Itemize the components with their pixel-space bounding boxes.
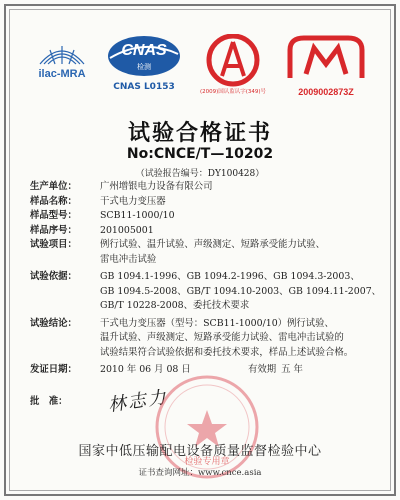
field-model bbox=[30, 209, 375, 224]
field-label: 试验结论： bbox=[30, 317, 77, 329]
field-conclusion bbox=[30, 317, 375, 361]
field-producer bbox=[30, 180, 375, 195]
certificate-number: No:CNCE/T—10202 bbox=[126, 146, 274, 162]
cnas-code: CNAS L0153 bbox=[113, 82, 175, 92]
cma-code: 2009002873Z bbox=[298, 87, 354, 97]
certificate-title: 试验合格证书 bbox=[127, 120, 272, 146]
field-label: 生产单位： bbox=[30, 181, 77, 192]
seal-text: 检验专用章 bbox=[184, 457, 230, 467]
field-label: 批 准： bbox=[30, 396, 68, 408]
field-value: SCB11-1000/10 bbox=[100, 210, 175, 221]
signature: 林志力 bbox=[106, 387, 170, 417]
field-line: GB 1094.5-2008、GB/T 1094.10-2003、GB 1094.11-2007、 bbox=[100, 285, 382, 297]
cnas-text: CNAS bbox=[121, 42, 167, 59]
field-line: 雷电冲击试验 bbox=[100, 253, 157, 265]
ilac-mra-logo bbox=[28, 34, 96, 100]
field-line: 温升试验、声级测定、短路承受能力试验、雷电冲击试验的 bbox=[100, 332, 344, 343]
cma-logo bbox=[284, 34, 368, 100]
field-label: 样品名称： bbox=[30, 195, 77, 207]
field-value bbox=[100, 238, 375, 267]
validity-value: 五 年 bbox=[281, 364, 303, 375]
field-line: 试验结果符合试验依据和委托技术要求，样品上述试验合格。 bbox=[100, 346, 354, 358]
field-value: 广州增银电力设备有限公司 bbox=[100, 181, 213, 192]
field-label: 试验依据： bbox=[30, 271, 77, 282]
cal-logo bbox=[198, 34, 268, 100]
field-label: 试验项目： bbox=[30, 239, 77, 250]
field-label: 发证日期： bbox=[30, 364, 77, 375]
field-value bbox=[100, 317, 375, 361]
cnas-logo bbox=[104, 34, 184, 100]
field-value: 干式电力变压器 bbox=[100, 195, 166, 207]
field-label: 样品型号： bbox=[30, 210, 77, 221]
cnas-subtext: 检测 bbox=[137, 63, 151, 71]
field-line: GB 1094.1-1996、GB 1094.2-1996、GB 1094.3-2003、 bbox=[100, 271, 360, 282]
query-url: 证书查询网址：www.cnce.asia bbox=[138, 468, 262, 478]
field-line: 干式电力变压器（型号：SCB11-1000/10）例行试验、 bbox=[100, 317, 334, 329]
field-line: 例行试验、温升试验、声级测定、短路承受能力试验、 bbox=[100, 239, 326, 250]
field-test-items bbox=[30, 238, 375, 267]
field-value: 201005001 bbox=[100, 224, 154, 236]
field-label: 样品序号： bbox=[30, 224, 77, 236]
report-number: （试验报告编号：DY100428） bbox=[135, 169, 265, 179]
cal-caption: (2009)国认监认字(349)号 bbox=[199, 89, 267, 95]
field-line: GB/T 10228-2008、委托技术要求 bbox=[100, 300, 250, 311]
logo-row bbox=[0, 34, 400, 100]
issuing-center: 国家中低压输配电设备质量监督检验中心 bbox=[78, 444, 322, 459]
field-value bbox=[100, 270, 381, 314]
field-product-name bbox=[30, 195, 375, 210]
field-serial bbox=[30, 224, 375, 239]
issue-date: 2010 年 06 月 08 日 bbox=[100, 364, 191, 375]
ilac-mra-text: ilac-MRA bbox=[38, 68, 86, 80]
field-test-basis bbox=[30, 270, 382, 314]
validity-label: 有效期 bbox=[248, 364, 277, 375]
